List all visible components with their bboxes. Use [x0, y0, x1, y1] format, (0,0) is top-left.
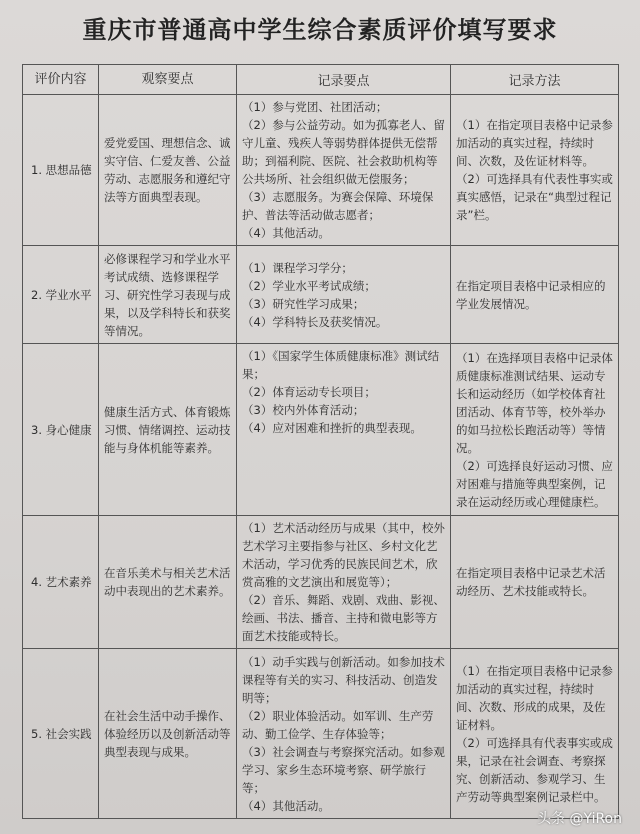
category-cell: 1. 思想品德 [23, 95, 99, 246]
method-item: （1）在指定项目表格中记录参加活动的真实过程，持续时间、次数、形成的成果，及佐证材料。 [456, 663, 613, 732]
method-item: （2）可选择具有代表事实或成果，记录在社会调查、考察探究、创新活动、参观学习、生产劳动等典型案例记录栏中。 [456, 735, 613, 804]
method-cell [451, 95, 619, 246]
method-item: 在指定项目表格中记录相应的学业发展情况。 [456, 278, 606, 311]
header-observe: 观察要点 [99, 65, 237, 95]
record-points-cell [237, 516, 451, 649]
observe-cell: 爱党爱国、理想信念、诚实守信、仁爱友善、公益劳动、志愿服务和遵纪守法等方面典型表现。 [99, 95, 237, 246]
record-point: （3）社会调查与考察探究活动。如参观学习、家乡生态环境考察、研学旅行等； [242, 744, 445, 795]
record-point: （2）参与公益劳动。如为孤寡老人、留守儿童、残疾人等弱势群体提供无偿帮助；到福利院、医院、社会救助机构等公共场所、社会组织做无偿服务； [242, 118, 445, 186]
table-row [23, 649, 619, 819]
method-item: （2）可选择具有代表性事实或真实感悟，记录在“典型过程记录”栏。 [456, 172, 613, 222]
record-point: （2）学业水平考试成绩； [242, 278, 376, 293]
record-point: （4）其他活动。 [242, 798, 330, 813]
table-row [23, 246, 619, 344]
record-point: （4）其他活动。 [242, 226, 330, 240]
record-point: （1）参与党团、社团活动； [242, 100, 388, 114]
record-point: （3）校内外体育活动； [242, 403, 365, 417]
method-item: （2）可选择良好运动习惯、应对困难与措施等典型案例，记录在运动经历或心理健康栏。 [456, 458, 613, 509]
record-point: （1）《国家学生体质健康标准》测试结果； [242, 349, 440, 381]
record-points-cell [237, 649, 451, 819]
page-title: 重庆市普通高中学生综合素质评价填写要求 [82, 15, 558, 44]
table-row [23, 95, 619, 246]
record-point: （1）艺术活动经历与成果（其中，校外艺术学习主要指参与社区、乡村文化艺术活动，学习优秀的民族民间艺术，欣赏高雅的文艺演出和展览等）； [242, 521, 445, 589]
category-cell: 5. 社会实践 [23, 649, 99, 819]
record-point: （2）体育运动专长项目； [242, 385, 376, 399]
watermark: 头条 @YiRon [537, 811, 622, 827]
category-cell: 4. 艺术素养 [23, 516, 99, 649]
record-points-cell [237, 344, 451, 516]
requirements-table [22, 64, 619, 819]
record-point: （1）动手实践与创新活动。如参加技术课程等有关的实习、科技活动、创造发明等； [242, 654, 445, 705]
record-points-cell [237, 95, 451, 246]
record-point: （3）志愿服务。为赛会保障、环境保护、普法等活动做志愿者； [242, 190, 434, 222]
record-point: （2）音乐、舞蹈、戏剧、戏曲、影视、绘画、书法、播音、主持和微电影等方面艺术技能或特长。 [242, 593, 445, 643]
record-point: （2）职业体验活动。如军训、生产劳动、勤工俭学、生存体验等； [242, 708, 434, 741]
observe-cell: 健康生活方式、体育锻炼习惯、情绪调控、运动技能与身体机能等素养。 [99, 344, 237, 516]
method-cell [451, 246, 619, 344]
record-point: （4）学科特长及获奖情况。 [242, 314, 388, 329]
category-cell: 2. 学业水平 [23, 246, 99, 344]
method-item: （1）在指定项目表格中记录参加活动的真实过程，持续时间、次数，及佐证材料等。 [456, 118, 613, 168]
observe-cell: 在音乐美术与相关艺术活动中表现出的艺术素养。 [99, 516, 237, 649]
method-item: 在指定项目表格中记录艺术活动经历、艺术技能或特长。 [456, 566, 606, 598]
table-row [23, 344, 619, 516]
header-row [23, 65, 619, 95]
header-method: 记录方法 [451, 65, 619, 95]
header-record-points: 记录要点 [237, 65, 451, 95]
record-point: （4）应对困难和挫折的典型表现。 [242, 421, 422, 435]
record-point: （1）课程学习学分； [242, 260, 353, 275]
record-point: （3）研究性学习成果； [242, 296, 365, 311]
method-cell [451, 649, 619, 819]
method-cell [451, 344, 619, 516]
category-cell: 3. 身心健康 [23, 344, 99, 516]
table-row [23, 516, 619, 649]
header-category: 评价内容 [23, 65, 99, 95]
observe-cell: 在社会生活中动手操作、体验经历以及创新活动等典型表现与成果。 [99, 649, 237, 819]
method-cell [451, 516, 619, 649]
record-points-cell [237, 246, 451, 344]
method-item: （1）在选择项目表格中记录体质健康标准测试结果、运动专长和运动经历（如学校体育社团活动、体育节等，校外举办的如马拉松长跑活动等）等情况。 [456, 350, 613, 455]
observe-cell: 必修课程学习和学业水平考试成绩、选修课程学习、研究性学习表现与成果，以及学科特长和获奖等情况。 [99, 246, 237, 344]
